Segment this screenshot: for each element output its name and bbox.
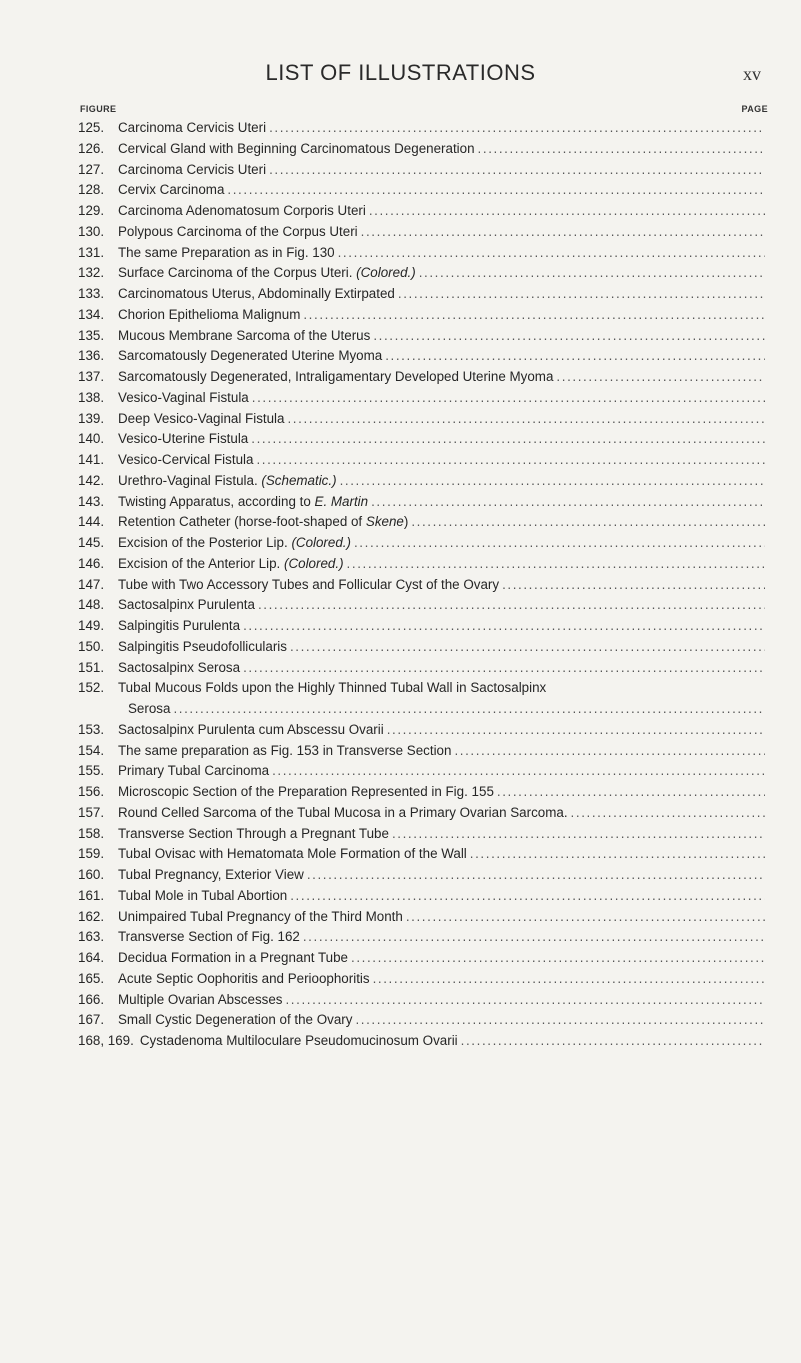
figure-number: 130. [78,223,105,239]
figure-number: 140. [78,431,105,447]
figure-number: 163. [78,929,105,945]
figure-title: Sarcomatously Degenerated, Intraligamentary Developed Uterine Myoma [118,369,554,384]
figure-title: Sactosalpinx Purulenta cum Abscessu Ovarii [118,721,384,737]
figure-number: 141. [78,452,105,467]
figure-title: Vesico-Vaginal Fistula [118,389,249,405]
figure-number: 152. [78,680,105,696]
figure-title-continued: Serosa [128,701,171,716]
figure-number: 132. [78,265,105,281]
figure-number: 155. [78,763,105,779]
page-column-heading: PAGE [741,104,768,114]
figure-title: Mucous Membrane Sarcoma of the Uterus [118,327,371,343]
figure-number: 134. [78,306,105,322]
figure-number: 145. [78,535,105,550]
figure-number: 133. [78,286,105,301]
figure-number: 146. [78,555,105,571]
figure-number: 160. [78,867,105,882]
figure-number: 161. [78,887,105,903]
figure-title: Carcinomatous Uterus, Abdominally Extirpated [118,286,395,301]
figure-number: 126. [78,140,105,156]
figure-note: (Colored.) [291,535,351,550]
figure-number: 159. [78,846,105,862]
figure-title: The same Preparation as in Fig. 130 [118,244,335,260]
figure-title: Cervical Gland with Beginning Carcinomatous Degeneration [118,140,475,156]
page-number: xv [743,64,761,84]
page-header [0,60,801,90]
figure-title: Salpingitis Pseudofollicularis [118,638,287,654]
figure-title: Decidua Formation in a Pregnant Tube [118,950,349,965]
figure-title: Carcinoma Cervicis Uteri [118,161,267,177]
figure-number: 131. [78,244,105,260]
figure-number: 158. [78,825,105,841]
figure-number: 128. [78,182,105,198]
figure-title: Small Cystic Degeneration of the Ovary [118,1012,353,1028]
figure-title: Excision of the Anterior Lip. (Colored.) [118,555,344,571]
figure-number: 142. [78,472,105,488]
figure-note: E. Martin [314,493,369,509]
figure-title: Sarcomatously Degenerated Uterine Myoma [118,348,383,364]
figure-number: 129. [78,203,105,218]
figure-title: Retention Catheter (horse-foot-shaped of Skene) [118,514,409,530]
figure-number: 147. [78,576,105,592]
figure-note: (Colored.) [356,265,416,281]
page-title: LIST OF ILLUSTRATIONS [265,60,536,85]
figure-title: Sactosalpinx Purulenta [118,597,255,613]
figure-number: 166. [78,991,105,1007]
figure-title: Twisting Apparatus, according to E. Martin [118,493,369,509]
figure-number: 125. [78,120,105,135]
figure-title: Salpingitis Purulenta [118,618,241,633]
figure-number: 164. [78,950,105,965]
figure-number: 137. [78,369,105,384]
figure-number: 148. [78,597,105,613]
figure-number: 168, 169. [78,1033,134,1048]
figure-number: 167. [78,1012,105,1028]
figure-title: Multiple Ovarian Abscesses [118,991,283,1007]
figure-title: Tube with Two Accessory Tubes and Follicular Cyst of the Ovary [118,576,500,592]
figure-title: Primary Tubal Carcinoma [118,763,270,779]
figure-number: 139. [78,410,105,426]
figure-title: Chorion Epithelioma Malignum [118,306,301,322]
figure-number: 153. [78,721,105,737]
figure-title: Excision of the Posterior Lip. (Colored.) [118,535,351,550]
figure-title: Cystadenoma Multiloculare Pseudomucinosum Ovarii [139,1033,458,1048]
figure-title: Tubal Pregnancy, Exterior View [118,867,304,882]
figure-number: 151. [78,659,105,675]
figure-number: 165. [78,970,105,986]
figure-number: 144. [78,514,105,530]
figure-number: 149. [78,618,105,633]
figure-title: Sactosalpinx Serosa [118,659,241,675]
figure-title: Deep Vesico-Vaginal Fistula [118,410,285,426]
figure-note: (Schematic.) [261,472,337,488]
figure-title: Urethro-Vaginal Fistula. (Schematic.) [118,472,337,488]
figure-column-heading: FIGURE [80,104,117,114]
figure-number: 157. [78,804,105,820]
figure-title: Cervix Carcinoma [118,182,225,198]
figure-title: Acute Septic Oophoritis and Perioophoritis [118,970,370,986]
figure-title: Transverse Section of Fig. 162 [118,929,300,945]
figure-title: Unimpaired Tubal Pregnancy of the Third Month [118,908,403,924]
figure-title: Round Celled Sarcoma of the Tubal Mucosa in a Primary Ovarian Sarcoma. [118,804,568,820]
figure-note: (Colored.) [284,555,344,571]
list-item [78,1031,768,1052]
figure-title: Vesico-Cervical Fistula [118,452,254,467]
figure-title: Microscopic Section of the Preparation Represented in Fig. 155 [118,784,494,799]
figure-title: Polypous Carcinoma of the Corpus Uteri [118,223,358,239]
figure-title: The same preparation as Fig. 153 in Transverse Section [118,742,452,758]
figure-number: 127. [78,161,105,177]
figure-number: 154. [78,742,105,758]
figure-title: Tubal Mole in Tubal Abortion [118,887,288,903]
figure-note: Skene [365,514,404,530]
figure-title: Carcinoma Adenomatosum Corporis Uteri [118,203,366,218]
figure-title: Tubal Mucous Folds upon the Highly Thinned Tubal Wall in Sactosalpinx [118,680,547,696]
figure-number: 135. [78,327,105,343]
figure-number: 150. [78,638,105,654]
page-ref [78,118,801,1363]
figure-number: 138. [78,389,105,405]
figure-title: Carcinoma Cervicis Uteri [118,120,267,135]
figure-number: 136. [78,348,105,364]
figure-title: Transverse Section Through a Pregnant Tube [118,825,389,841]
figure-number: 143. [78,493,105,509]
figure-number: 162. [78,908,105,924]
figure-title: Surface Carcinoma of the Corpus Uteri. (Colored.) [118,265,416,281]
figure-title: Vesico-Uterine Fistula [118,431,249,447]
figure-number: 156. [78,784,105,799]
illustrations-list [78,118,768,1052]
figure-title: Tubal Ovisac with Hematomata Mole Formation of the Wall [118,846,467,862]
